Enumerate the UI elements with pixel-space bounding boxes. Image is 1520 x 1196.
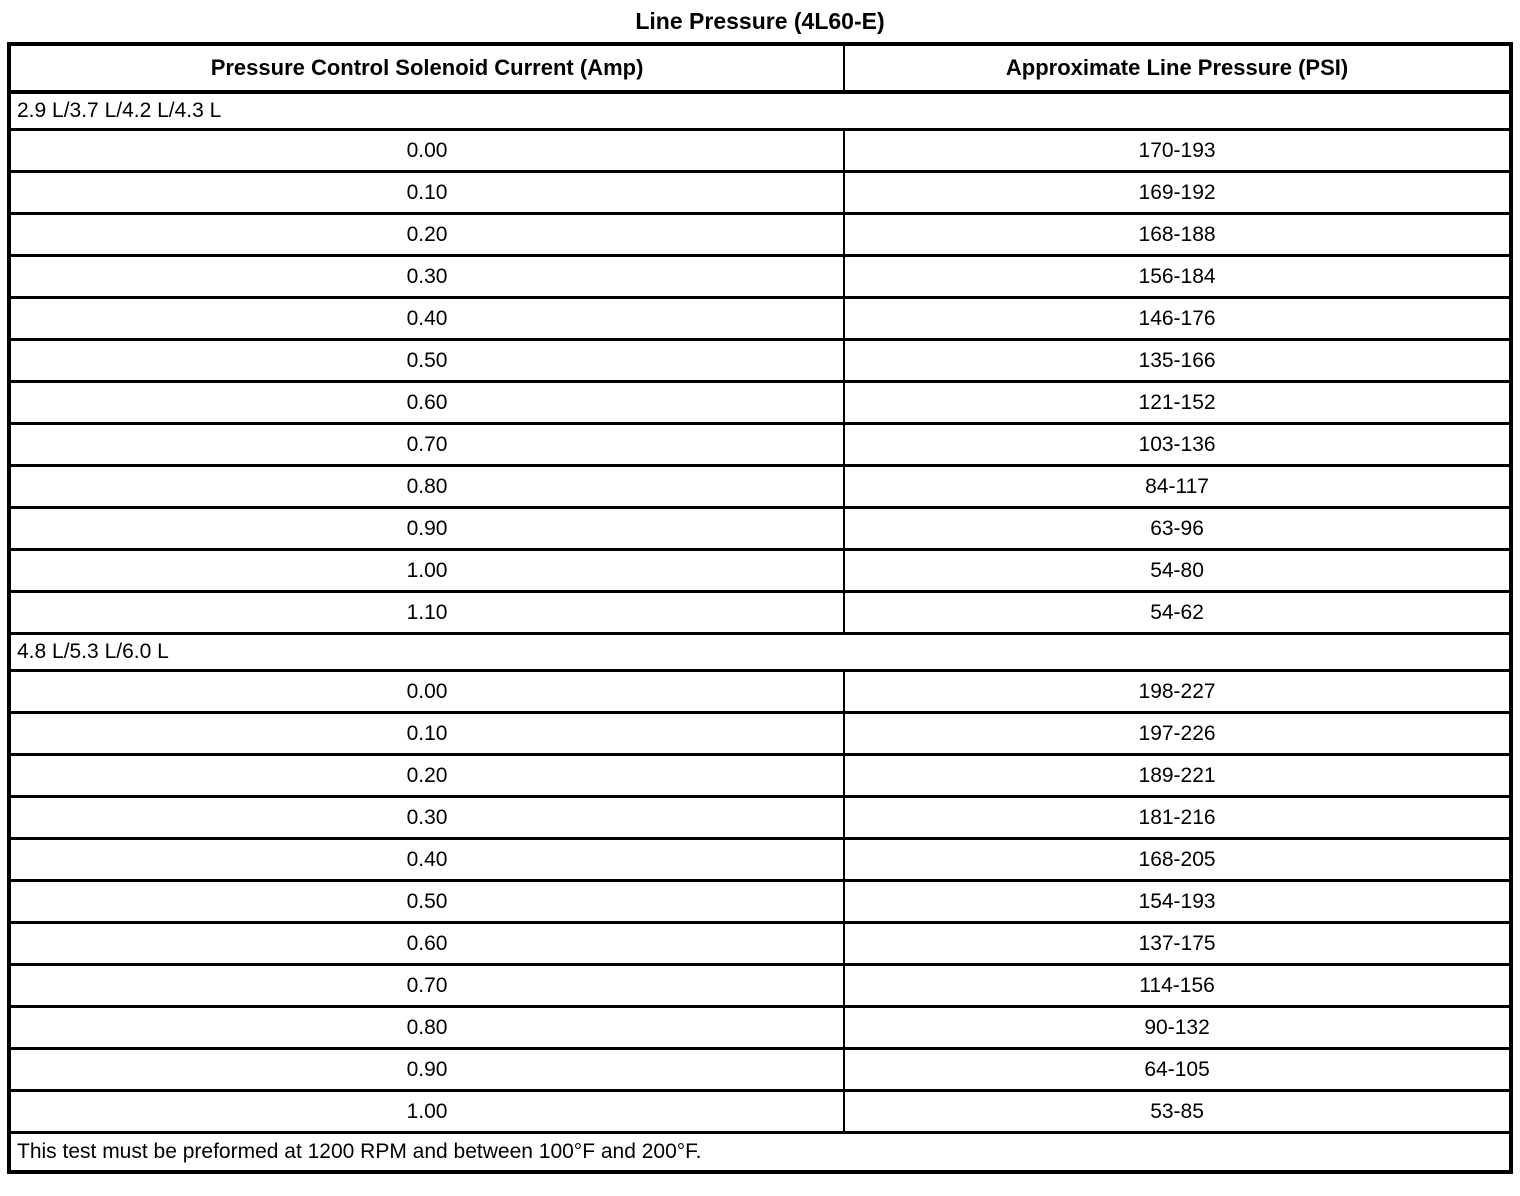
solenoid-current-cell: 0.80 — [9, 1007, 844, 1049]
table-row — [9, 256, 1511, 298]
solenoid-current-cell: 0.20 — [9, 755, 844, 797]
solenoid-current-cell: 0.90 — [9, 1049, 844, 1091]
line-pressure-cell: 156-184 — [844, 256, 1511, 298]
line-pressure-cell: 197-226 — [844, 713, 1511, 755]
table-row — [9, 839, 1511, 881]
solenoid-current-cell: 0.30 — [9, 256, 844, 298]
solenoid-current-cell: 0.30 — [9, 797, 844, 839]
line-pressure-cell: 135-166 — [844, 340, 1511, 382]
solenoid-current-cell: 0.90 — [9, 508, 844, 550]
line-pressure-cell: 169-192 — [844, 172, 1511, 214]
line-pressure-cell: 64-105 — [844, 1049, 1511, 1091]
column-header-solenoid-current: Pressure Control Solenoid Current (Amp) — [9, 44, 844, 92]
table-row — [9, 550, 1511, 592]
table-row — [9, 466, 1511, 508]
table-row — [9, 1091, 1511, 1133]
solenoid-current-cell: 0.60 — [9, 923, 844, 965]
line-pressure-cell: 154-193 — [844, 881, 1511, 923]
line-pressure-cell: 181-216 — [844, 797, 1511, 839]
line-pressure-cell: 103-136 — [844, 424, 1511, 466]
table-row — [9, 340, 1511, 382]
table-row — [9, 797, 1511, 839]
section-header-row — [9, 92, 1511, 130]
solenoid-current-cell: 0.00 — [9, 130, 844, 172]
footnote-text: This test must be preformed at 1200 RPM and between 100°F and 200°F. — [9, 1133, 1511, 1173]
table-body — [9, 92, 1511, 1133]
solenoid-current-cell: 0.00 — [9, 671, 844, 713]
line-pressure-cell: 168-205 — [844, 839, 1511, 881]
table-row — [9, 1049, 1511, 1091]
table-row — [9, 508, 1511, 550]
line-pressure-cell: 54-62 — [844, 592, 1511, 634]
table-row — [9, 881, 1511, 923]
section-header-row — [9, 634, 1511, 671]
table-row — [9, 923, 1511, 965]
table-row — [9, 1007, 1511, 1049]
table-row — [9, 424, 1511, 466]
line-pressure-cell: 121-152 — [844, 382, 1511, 424]
page-title: Line Pressure (4L60-E) — [635, 8, 885, 34]
table-row — [9, 965, 1511, 1007]
line-pressure-cell: 168-188 — [844, 214, 1511, 256]
solenoid-current-cell: 0.70 — [9, 424, 844, 466]
solenoid-current-cell: 0.50 — [9, 881, 844, 923]
table-row — [9, 755, 1511, 797]
line-pressure-cell: 189-221 — [844, 755, 1511, 797]
line-pressure-cell: 54-80 — [844, 550, 1511, 592]
line-pressure-cell: 170-193 — [844, 130, 1511, 172]
solenoid-current-cell: 0.10 — [9, 713, 844, 755]
section-label: 4.8 L/5.3 L/6.0 L — [9, 634, 1511, 671]
line-pressure-cell: 137-175 — [844, 923, 1511, 965]
table-row — [9, 298, 1511, 340]
line-pressure-cell: 146-176 — [844, 298, 1511, 340]
solenoid-current-cell: 1.00 — [9, 1091, 844, 1133]
table-row — [9, 382, 1511, 424]
solenoid-current-cell: 0.40 — [9, 839, 844, 881]
solenoid-current-cell: 0.10 — [9, 172, 844, 214]
line-pressure-cell: 198-227 — [844, 671, 1511, 713]
table-row — [9, 713, 1511, 755]
solenoid-current-cell: 0.50 — [9, 340, 844, 382]
line-pressure-cell: 114-156 — [844, 965, 1511, 1007]
solenoid-current-cell: 0.70 — [9, 965, 844, 1007]
solenoid-current-cell: 0.20 — [9, 214, 844, 256]
line-pressure-cell: 63-96 — [844, 508, 1511, 550]
line-pressure-cell: 53-85 — [844, 1091, 1511, 1133]
table-row — [9, 671, 1511, 713]
solenoid-current-cell: 0.80 — [9, 466, 844, 508]
table-row — [9, 592, 1511, 634]
solenoid-current-cell: 1.00 — [9, 550, 844, 592]
header-row — [9, 44, 1511, 92]
section-label: 2.9 L/3.7 L/4.2 L/4.3 L — [9, 92, 1511, 130]
table-row — [9, 130, 1511, 172]
table-row — [9, 172, 1511, 214]
footnote-row — [9, 1133, 1511, 1173]
line-pressure-cell: 90-132 — [844, 1007, 1511, 1049]
solenoid-current-cell: 1.10 — [9, 592, 844, 634]
line-pressure-table — [7, 42, 1513, 1174]
line-pressure-cell: 84-117 — [844, 466, 1511, 508]
solenoid-current-cell: 0.40 — [9, 298, 844, 340]
column-header-line-pressure: Approximate Line Pressure (PSI) — [844, 44, 1511, 92]
solenoid-current-cell: 0.60 — [9, 382, 844, 424]
table-row — [9, 214, 1511, 256]
